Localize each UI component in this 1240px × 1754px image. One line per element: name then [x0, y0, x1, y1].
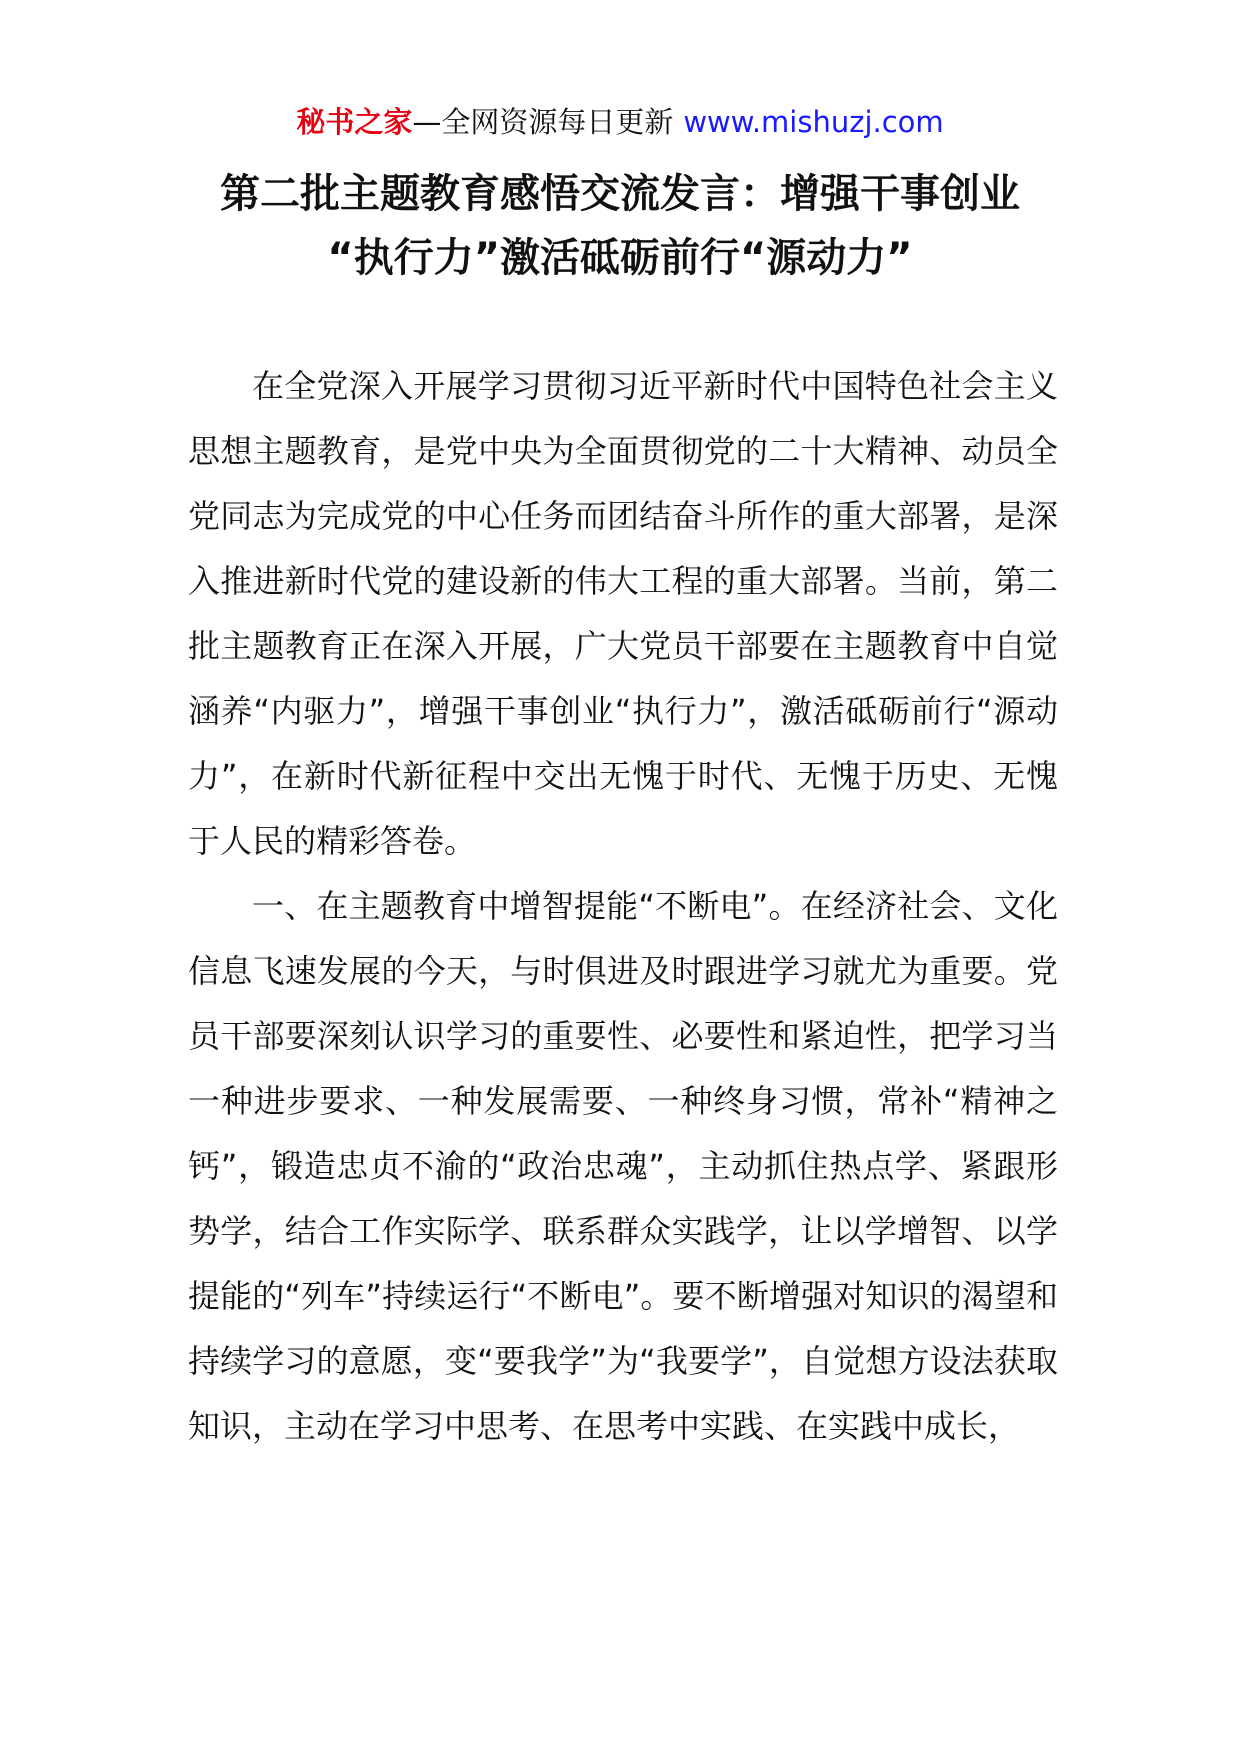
body-paragraph-section-1: 一、在主题教育中增智提能“不断电”。在经济社会、文化信息飞速发展的今天，与时俱进及时跟进学习就尤为重要。党员干部要深刻认识学习的重要性、必要性和紧迫性，把学习当一种进步要求、一种发展需要、一种终身习惯，常补“精神之钙”，锻造忠贞不渝的“政治忠魂”，主动抓住热点学、紧跟形势学，结合工作实际学、联系群众实践学，让以学增智、以学提能的“列车”持续运行“不断电”。要不断增强对知识的渴望和持续学习的意愿，变“要我学”为“我要学”，自觉想方设法获取知识，主动在学习中思考、在思考中实践、在实践中成长， [188, 887, 1058, 1445]
site-slogan: —全网资源每日更新 [412, 105, 674, 139]
site-brand: 秘书之家 [296, 105, 413, 139]
site-header [0, 102, 1240, 142]
title-line-2: “执行力”激活砥砺前行“源动力” [327, 235, 913, 281]
document-title [150, 162, 1090, 290]
title-line-1: 第二批主题教育感悟交流发言：增强干事创业 [220, 171, 1020, 217]
document-body [188, 354, 1058, 1459]
site-url-link[interactable]: www.mishuzj.com [683, 105, 944, 139]
body-paragraph-intro: 在全党深入开展学习贯彻习近平新时代中国特色社会主义思想主题教育，是党中央为全面贯彻党的二十大精神、动员全党同志为完成党的中心任务而团结奋斗所作的重大部署，是深入推进新时代党的建设新的伟大工程的重大部署。当前，第二批主题教育正在深入开展，广大党员干部要在主题教育中自觉涵养“内驱力”，增强干事创业“执行力”，激活砥砺前行“源动力”，在新时代新征程中交出无愧于时代、无愧于历史、无愧于人民的精彩答卷。 [188, 367, 1058, 860]
